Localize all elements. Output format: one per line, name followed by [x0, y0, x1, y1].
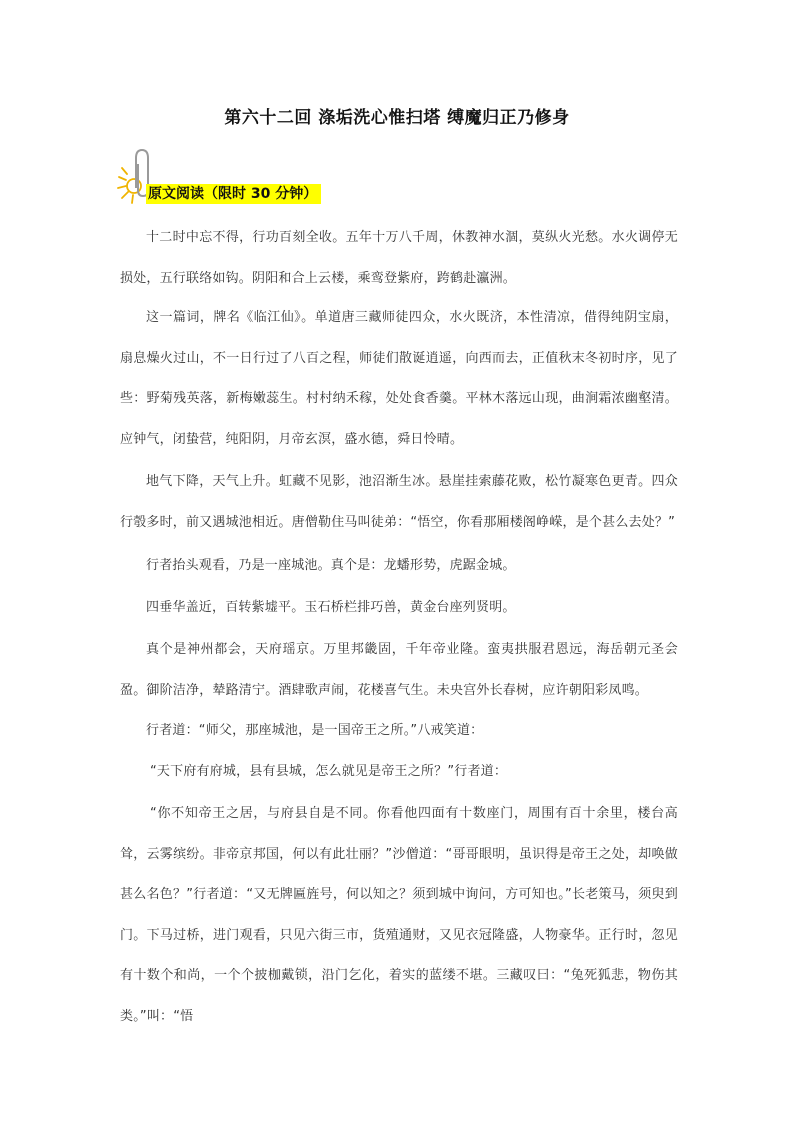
paragraph-7: 行者道：“师父，那座城池，是一国帝王之所。”八戒笑道：	[146, 723, 484, 738]
paragraph-3: 地气下降，天气上升。虹藏不见影，池沼渐生冰。悬崖挂索藤花败，松竹凝寒色更青。四众行彀多时，前又遇城池相近。唐僧勒住马叫徒弟：“悟空，你看那厢楼阁峥嵘，是个甚么去处？”	[120, 474, 678, 530]
paragraph-9: “你不知帝王之居，与府县自是不同。你看他四面有十数座门，周围有百十余里，楼台高耸，云雾缤纷。非帝京邦国，何以有此壮丽？”沙僧道：“哥哥眼明，虽识得是帝王之处，却唤做甚么名色？”行者道：“又无牌匾旌号，何以知之？须到城中询问，方可知也。”长老策马，须臾到门。下马过桥，进门观看，只见六街三市，货殖通财，又见衣冠隆盛，人物豪华。正行时，忽见有十数个和尚，一个个披枷戴锁，沿门乞化，着实的蓝缕不堪。三藏叹曰：“兔死狐悲，物伤其类。”叫：“悟	[120, 806, 678, 1024]
paragraph-8: “天下府有府城，县有县城，怎么就见是帝王之所？”行者道：	[150, 764, 508, 779]
paragraph-1: 十二时中忘不得，行功百刻全收。五年十万八千周，休教神水涸，莫纵火光愁。水火调停无损处，五行联络如钩。阴阳和合上云楼，乘鸾登紫府，跨鹤赴瀛洲。	[120, 230, 678, 286]
paragraph-5: 四垂华盖近，百转紫墟平。玉石桥栏排巧兽，黄金台座列贤明。	[146, 600, 516, 615]
chapter-title: 第六十二回 涤垢洗心惟扫塔 缚魔归正乃修身	[224, 108, 570, 128]
paragraph-2: 这一篇词，牌名《临江仙》。单道唐三藏师徒四众，水火既济，本性清凉，借得纯阴宝扇，扇息燥火过山，不一日行过了八百之程，师徒们散诞逍遥，向西而去，正值秋末冬初时序，见了些：野菊残英落，新梅嫩蕊生。村村纳禾稼，处处食香羹。平林木落远山现，曲涧霜浓幽壑清。应钟气，闭蛰营，纯阳阴，月帝玄溟，盛水德，舜日怜晴。	[120, 310, 678, 447]
paragraph-4: 行者抬头观看，乃是一座城池。真个是：龙蟠形势，虎踞金城。	[146, 558, 516, 573]
section-label: 原文阅读（限时 30 分钟）	[146, 184, 321, 204]
paragraph-6: 真个是神州都会，天府瑶京。万里邦畿固，千年帝业隆。蛮夷拱服君恩远，海岳朝元圣会盈。御阶洁净，辇路清宁。酒肆歌声闹，花楼喜气生。未央宫外长春树，应许朝阳彩凤鸣。	[120, 642, 678, 698]
